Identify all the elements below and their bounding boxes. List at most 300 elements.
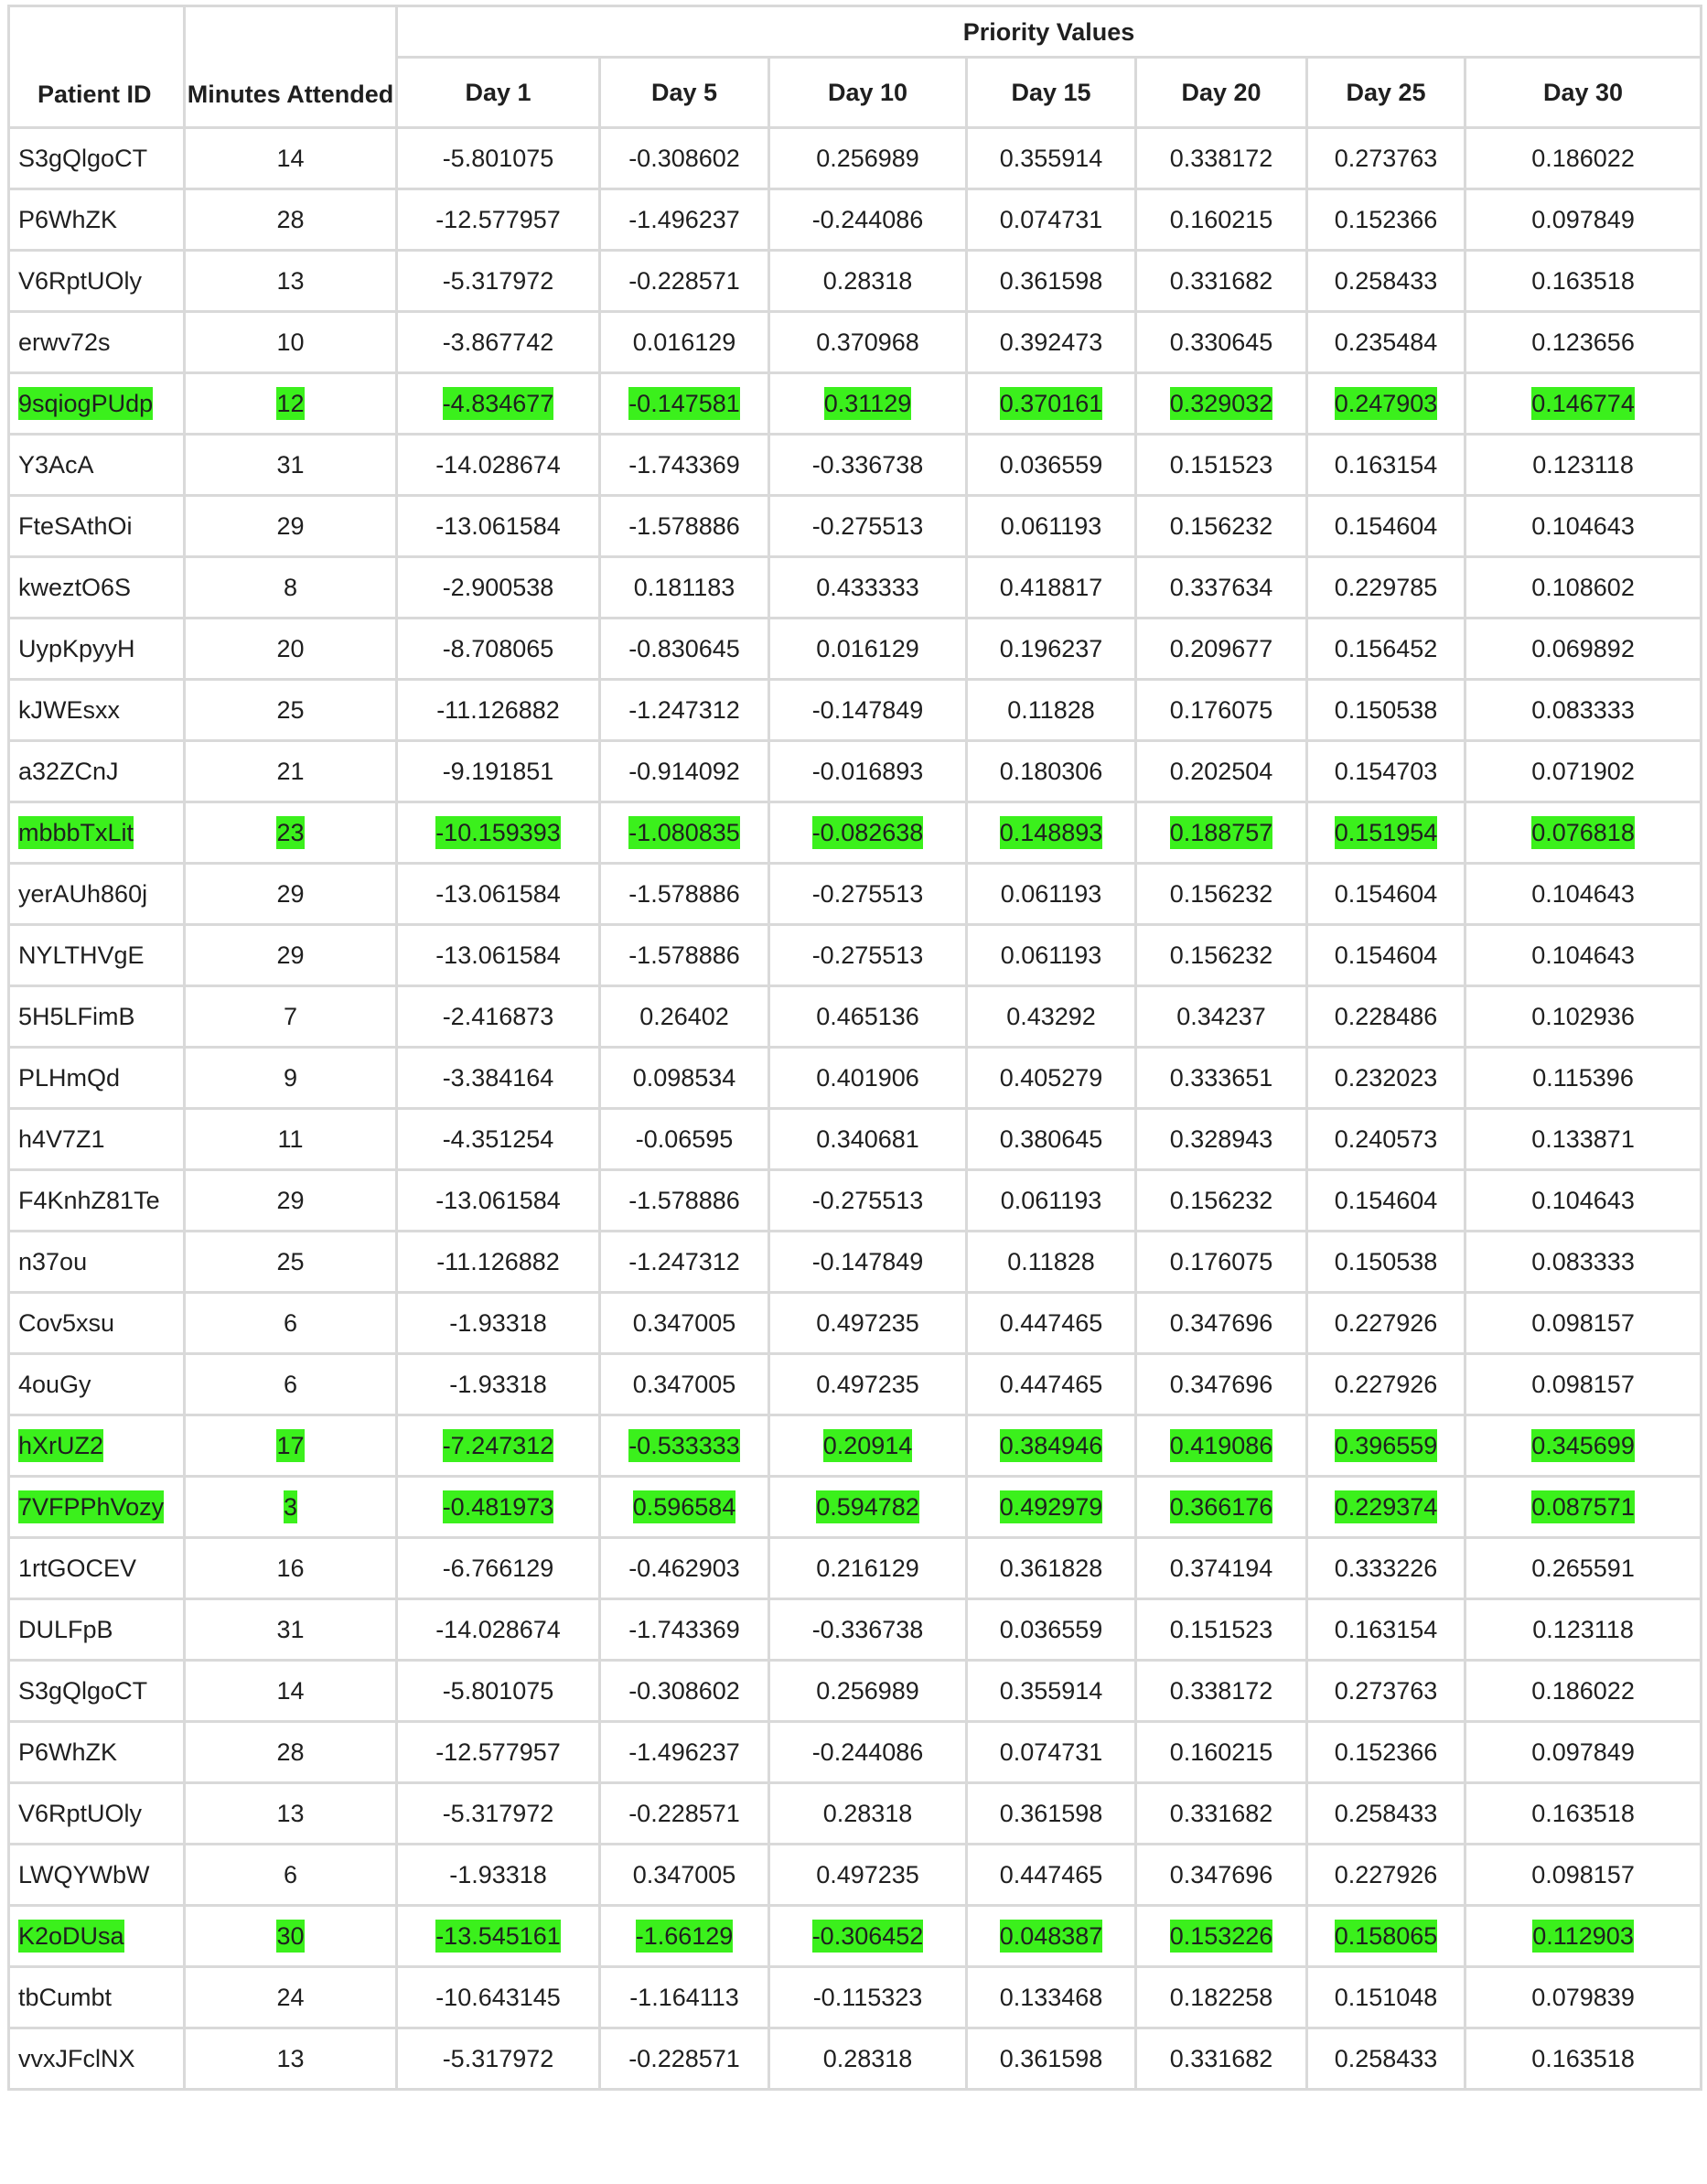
cell-priority-value — [397, 1538, 600, 1599]
cell-priority-value-text: 0.43292 — [1006, 1002, 1096, 1030]
cell-priority-value-text: -14.028674 — [435, 1615, 561, 1643]
cell-priority-value — [1307, 557, 1465, 619]
cell-priority-value-text: 0.123118 — [1532, 1615, 1634, 1643]
cell-priority-value — [769, 312, 967, 373]
cell-priority-value-text: -0.016893 — [811, 757, 924, 785]
cell-minutes — [185, 864, 397, 925]
cell-priority-value — [600, 496, 769, 557]
cell-priority-value — [1465, 1783, 1702, 1845]
cell-patient-id-text: vvxJFclNX — [18, 2044, 135, 2072]
cell-priority-value — [397, 802, 600, 864]
cell-patient-id-text: LWQYWbW — [18, 1860, 150, 1888]
cell-priority-value-text: -0.481973 — [443, 1490, 554, 1523]
cell-priority-value-text: 0.154703 — [1334, 757, 1438, 785]
cell-priority-value — [1136, 1906, 1307, 1967]
cell-priority-value — [769, 1048, 967, 1109]
cell-priority-value-text: -1.496237 — [628, 205, 740, 233]
table-row — [9, 312, 1702, 373]
cell-priority-value-text: 0.098157 — [1531, 1308, 1635, 1337]
header-minutes-attended: Minutes Attended — [185, 6, 397, 128]
header-patient-id: Patient ID — [9, 6, 185, 128]
cell-priority-value-text: -0.308602 — [628, 144, 740, 172]
cell-minutes — [185, 557, 397, 619]
cell-priority-value-text: 0.181183 — [633, 573, 735, 601]
cell-priority-value-text: -1.164113 — [629, 1983, 739, 2011]
cell-priority-value-text: 0.273763 — [1334, 1676, 1438, 1705]
header-day-1: Day 1 — [397, 58, 600, 128]
table-row — [9, 373, 1702, 435]
cell-priority-value-text: 0.115396 — [1532, 1063, 1634, 1092]
cell-priority-value-text: -5.317972 — [442, 1799, 554, 1827]
cell-patient-id-text: DULFpB — [18, 1615, 113, 1643]
cell-priority-value-text: 0.497235 — [816, 1370, 919, 1398]
table-row — [9, 1415, 1702, 1477]
cell-priority-value-text: 0.273763 — [1334, 144, 1438, 172]
cell-minutes-text: 9 — [283, 1063, 298, 1092]
cell-priority-value-text: 0.337634 — [1169, 573, 1273, 601]
cell-priority-value-text: -0.275513 — [811, 511, 924, 540]
cell-patient-id-text: S3gQlgoCT — [18, 1676, 148, 1705]
cell-priority-value — [600, 1906, 769, 1967]
cell-priority-value — [1136, 2028, 1307, 2090]
cell-priority-value-text: 0.176075 — [1169, 1247, 1273, 1275]
cell-priority-value — [600, 1232, 769, 1293]
cell-priority-value — [1307, 312, 1465, 373]
cell-patient-id-text: NYLTHVgE — [18, 941, 145, 969]
cell-priority-value-text: 0.227926 — [1334, 1370, 1438, 1398]
cell-priority-value-text: -0.147849 — [811, 695, 924, 724]
cell-priority-value-text: -0.228571 — [628, 266, 740, 295]
cell-priority-value — [600, 1170, 769, 1232]
cell-priority-value — [769, 741, 967, 802]
cell-minutes-text: 25 — [276, 695, 305, 724]
cell-priority-value-text: 0.061193 — [1000, 941, 1102, 969]
cell-priority-value — [1307, 1906, 1465, 1967]
cell-priority-value — [397, 741, 600, 802]
cell-priority-value — [397, 864, 600, 925]
cell-priority-value — [600, 1783, 769, 1845]
cell-priority-value-text: -0.533333 — [628, 1429, 740, 1462]
cell-priority-value-text: -11.126882 — [436, 1247, 560, 1275]
cell-priority-value-text: 0.098157 — [1531, 1860, 1635, 1888]
cell-minutes — [185, 373, 397, 435]
cell-priority-value — [1307, 680, 1465, 741]
cell-priority-value-text: 0.083333 — [1531, 695, 1635, 724]
cell-priority-value — [1465, 1661, 1702, 1722]
header-day-30: Day 30 — [1465, 58, 1702, 128]
cell-priority-value — [397, 251, 600, 312]
cell-priority-value-text: 0.401906 — [816, 1063, 919, 1092]
cell-priority-value-text: -0.275513 — [811, 1186, 924, 1214]
cell-minutes-text: 13 — [276, 2044, 305, 2072]
cell-priority-value-text: -0.308602 — [628, 1676, 740, 1705]
table-row — [9, 1170, 1702, 1232]
cell-minutes — [185, 435, 397, 496]
cell-priority-value-text: 0.258433 — [1334, 1799, 1438, 1827]
cell-priority-value-text: 0.26402 — [639, 1002, 729, 1030]
table-row — [9, 189, 1702, 251]
cell-minutes-text: 28 — [276, 205, 305, 233]
cell-priority-value-text: -0.914092 — [628, 757, 740, 785]
cell-priority-value-text: 0.069892 — [1531, 634, 1635, 662]
cell-priority-value — [600, 1477, 769, 1538]
cell-priority-value — [397, 1783, 600, 1845]
cell-priority-value-text: -1.578886 — [628, 941, 740, 969]
header-day-25: Day 25 — [1307, 58, 1465, 128]
cell-priority-value-text: 0.355914 — [999, 1676, 1103, 1705]
cell-priority-value — [1465, 435, 1702, 496]
cell-priority-value — [397, 1477, 600, 1538]
cell-priority-value — [600, 1109, 769, 1170]
cell-priority-value — [1307, 1170, 1465, 1232]
cell-priority-value — [1136, 557, 1307, 619]
cell-priority-value — [967, 312, 1136, 373]
cell-patient-id-text: 1rtGOCEV — [18, 1554, 137, 1582]
cell-priority-value-text: -0.147581 — [628, 387, 740, 420]
cell-priority-value — [397, 1048, 600, 1109]
cell-priority-value — [1136, 1109, 1307, 1170]
cell-priority-value-text: 0.497235 — [816, 1308, 919, 1337]
cell-priority-value — [1136, 373, 1307, 435]
cell-priority-value-text: 0.433333 — [816, 573, 919, 601]
cell-patient-id-text: yerAUh860j — [18, 879, 148, 908]
cell-priority-value-text: -0.336738 — [811, 450, 924, 479]
cell-priority-value — [1307, 1415, 1465, 1477]
cell-priority-value — [967, 189, 1136, 251]
cell-patient-id — [9, 1967, 185, 2028]
cell-patient-id — [9, 435, 185, 496]
cell-priority-value — [600, 619, 769, 680]
cell-priority-value-text: -13.061584 — [435, 879, 561, 908]
cell-patient-id — [9, 1906, 185, 1967]
cell-priority-value-text: 0.202504 — [1169, 757, 1273, 785]
cell-priority-value — [967, 1661, 1136, 1722]
cell-priority-value-text: 0.347005 — [632, 1370, 736, 1398]
cell-priority-value — [600, 557, 769, 619]
cell-priority-value — [769, 1783, 967, 1845]
cell-priority-value — [1136, 1170, 1307, 1232]
cell-priority-value-text: -0.275513 — [811, 879, 924, 908]
cell-minutes-text: 12 — [276, 387, 304, 420]
cell-patient-id-text: K2oDUsa — [18, 1920, 124, 1953]
cell-priority-value-text: 0.333651 — [1169, 1063, 1273, 1092]
cell-priority-value-text: 0.154604 — [1334, 879, 1438, 908]
cell-patient-id — [9, 251, 185, 312]
cell-priority-value — [1136, 251, 1307, 312]
cell-priority-value — [1307, 1783, 1465, 1845]
cell-minutes — [185, 1048, 397, 1109]
cell-patient-id — [9, 1354, 185, 1415]
cell-priority-value — [1465, 496, 1702, 557]
cell-priority-value-text: 0.355914 — [999, 144, 1103, 172]
cell-priority-value — [1465, 864, 1702, 925]
cell-priority-value-text: 0.151954 — [1335, 816, 1438, 849]
cell-minutes-text: 6 — [283, 1308, 298, 1337]
header-day-20: Day 20 — [1136, 58, 1307, 128]
cell-priority-value-text: 0.447465 — [999, 1860, 1103, 1888]
cell-priority-value-text: 0.061193 — [1000, 879, 1102, 908]
cell-priority-value-text: 0.361828 — [999, 1554, 1103, 1582]
cell-minutes — [185, 312, 397, 373]
cell-priority-value — [967, 373, 1136, 435]
cell-priority-value-text: 0.016129 — [816, 634, 919, 662]
cell-priority-value-text: -5.801075 — [442, 1676, 554, 1705]
cell-priority-value-text: 0.048387 — [1000, 1920, 1103, 1953]
cell-priority-value-text: 0.405279 — [999, 1063, 1103, 1092]
cell-patient-id — [9, 680, 185, 741]
cell-patient-id — [9, 1538, 185, 1599]
cell-priority-value-text: 0.11828 — [1007, 1247, 1095, 1275]
cell-priority-value-text: 0.196237 — [999, 634, 1103, 662]
cell-priority-value-text: 0.098534 — [632, 1063, 736, 1092]
cell-priority-value — [1136, 1783, 1307, 1845]
cell-priority-value-text: 0.152366 — [1334, 1738, 1438, 1766]
cell-priority-value-text: 0.31129 — [824, 387, 912, 420]
cell-priority-value — [1307, 1722, 1465, 1783]
cell-minutes — [185, 496, 397, 557]
cell-priority-value — [967, 1906, 1136, 1967]
table-row — [9, 1477, 1702, 1538]
cell-priority-value — [1307, 1845, 1465, 1906]
cell-patient-id-text: V6RptUOly — [18, 1799, 143, 1827]
cell-priority-value — [1307, 925, 1465, 986]
cell-patient-id — [9, 128, 185, 189]
cell-minutes-text: 29 — [276, 511, 305, 540]
cell-priority-value — [1307, 1048, 1465, 1109]
cell-minutes-text: 21 — [276, 757, 305, 785]
cell-priority-value — [1136, 1661, 1307, 1722]
cell-priority-value — [967, 557, 1136, 619]
cell-priority-value-text: -1.93318 — [449, 1370, 547, 1398]
cell-priority-value-text: 0.156232 — [1169, 511, 1273, 540]
cell-minutes — [185, 1599, 397, 1661]
cell-priority-value-text: 0.465136 — [816, 1002, 919, 1030]
cell-priority-value-text: -1.578886 — [628, 511, 740, 540]
cell-priority-value-text: 0.338172 — [1169, 144, 1273, 172]
cell-priority-value — [1307, 986, 1465, 1048]
cell-priority-value-text: 0.016129 — [632, 328, 736, 356]
cell-priority-value-text: 0.329032 — [1170, 387, 1273, 420]
cell-priority-value-text: 0.34237 — [1176, 1002, 1266, 1030]
cell-priority-value-text: 0.418817 — [999, 573, 1103, 601]
cell-priority-value-text: -0.830645 — [628, 634, 740, 662]
cell-priority-value-text: 0.258433 — [1334, 266, 1438, 295]
cell-priority-value-text: -13.545161 — [435, 1920, 561, 1953]
cell-priority-value-text: 0.216129 — [816, 1554, 919, 1582]
cell-priority-value-text: 0.331682 — [1169, 2044, 1273, 2072]
cell-minutes — [185, 1354, 397, 1415]
table-row — [9, 1293, 1702, 1354]
cell-priority-value — [397, 1232, 600, 1293]
cell-priority-value — [1136, 802, 1307, 864]
cell-priority-value — [769, 251, 967, 312]
cell-patient-id-text: hXrUZ2 — [18, 1429, 103, 1462]
cell-priority-value-text: 0.151048 — [1334, 1983, 1438, 2011]
cell-priority-value — [1136, 312, 1307, 373]
cell-minutes — [185, 1845, 397, 1906]
cell-priority-value — [1465, 619, 1702, 680]
cell-priority-value — [967, 802, 1136, 864]
cell-patient-id — [9, 496, 185, 557]
table-row — [9, 864, 1702, 925]
cell-minutes — [185, 1538, 397, 1599]
cell-priority-value-text: -12.577957 — [435, 1738, 561, 1766]
cell-priority-value — [1307, 128, 1465, 189]
cell-priority-value — [1136, 1232, 1307, 1293]
cell-priority-value-text: 0.328943 — [1169, 1124, 1273, 1153]
cell-priority-value — [967, 925, 1136, 986]
cell-minutes-text: 29 — [276, 941, 305, 969]
cell-minutes-text: 11 — [277, 1124, 304, 1153]
cell-patient-id — [9, 557, 185, 619]
cell-priority-value-text: 0.240573 — [1334, 1124, 1438, 1153]
cell-priority-value — [1465, 1109, 1702, 1170]
cell-priority-value — [769, 1599, 967, 1661]
cell-priority-value-text: -1.247312 — [628, 1247, 740, 1275]
cell-priority-value — [769, 1293, 967, 1354]
cell-priority-value — [967, 496, 1136, 557]
cell-priority-value-text: 0.11828 — [1007, 695, 1095, 724]
cell-priority-value-text: 0.150538 — [1334, 695, 1438, 724]
cell-priority-value — [967, 1783, 1136, 1845]
cell-priority-value — [967, 1967, 1136, 2028]
cell-minutes-text: 14 — [276, 144, 305, 172]
cell-priority-value — [967, 1170, 1136, 1232]
cell-priority-value-text: -0.228571 — [628, 2044, 740, 2072]
cell-priority-value — [769, 986, 967, 1048]
cell-priority-value-text: 0.158065 — [1335, 1920, 1438, 1953]
cell-priority-value — [1136, 1477, 1307, 1538]
cell-patient-id — [9, 2028, 185, 2090]
cell-priority-value-text: 0.087571 — [1531, 1490, 1635, 1523]
cell-priority-value — [397, 496, 600, 557]
cell-minutes — [185, 1293, 397, 1354]
cell-priority-value — [600, 1967, 769, 2028]
cell-priority-value-text: -1.247312 — [628, 695, 740, 724]
cell-priority-value — [1465, 1232, 1702, 1293]
cell-minutes — [185, 802, 397, 864]
cell-priority-value-text: 0.061193 — [1000, 1186, 1102, 1214]
cell-patient-id-text: kweztO6S — [18, 573, 132, 601]
cell-priority-value-text: -5.317972 — [442, 266, 554, 295]
cell-priority-value-text: 0.180306 — [999, 757, 1103, 785]
cell-priority-value — [967, 1538, 1136, 1599]
cell-priority-value — [967, 435, 1136, 496]
cell-priority-value — [397, 1599, 600, 1661]
cell-priority-value-text: 0.338172 — [1169, 1676, 1273, 1705]
cell-priority-value-text: 0.148893 — [1000, 816, 1103, 849]
cell-priority-value — [769, 557, 967, 619]
cell-minutes-text: 7 — [283, 1002, 298, 1030]
cell-priority-value — [967, 1722, 1136, 1783]
table-row — [9, 1967, 1702, 2028]
cell-priority-value-text: -0.336738 — [811, 1615, 924, 1643]
cell-minutes — [185, 1477, 397, 1538]
cell-minutes — [185, 1232, 397, 1293]
cell-minutes — [185, 1722, 397, 1783]
priority-table-container — [7, 5, 1702, 2091]
cell-priority-value-text: 0.256989 — [816, 144, 919, 172]
cell-priority-value-text: 0.104643 — [1531, 1186, 1635, 1214]
cell-priority-value-text: 0.097849 — [1531, 205, 1635, 233]
table-body — [9, 128, 1702, 2090]
cell-patient-id — [9, 189, 185, 251]
cell-priority-value-text: 0.133871 — [1531, 1124, 1635, 1153]
cell-minutes — [185, 1415, 397, 1477]
cell-priority-value-text: 0.258433 — [1334, 2044, 1438, 2072]
cell-minutes-text: 10 — [276, 328, 305, 356]
header-day-5: Day 5 — [600, 58, 769, 128]
cell-priority-value-text: 0.396559 — [1335, 1429, 1438, 1462]
cell-patient-id-text: tbCumbt — [18, 1983, 113, 2011]
cell-patient-id — [9, 864, 185, 925]
cell-priority-value-text: 0.163518 — [1531, 1799, 1635, 1827]
cell-minutes — [185, 741, 397, 802]
cell-priority-value — [967, 2028, 1136, 2090]
cell-priority-value — [769, 802, 967, 864]
cell-priority-value-text: 0.228486 — [1334, 1002, 1438, 1030]
cell-priority-value — [1465, 802, 1702, 864]
cell-priority-value — [967, 1048, 1136, 1109]
cell-priority-value-text: 0.163154 — [1334, 450, 1438, 479]
cell-minutes-text: 8 — [283, 573, 298, 601]
cell-patient-id-text: n37ou — [18, 1247, 88, 1275]
cell-priority-value-text: 0.229785 — [1334, 573, 1438, 601]
cell-priority-value-text: 0.347005 — [632, 1860, 736, 1888]
cell-priority-value — [1307, 1232, 1465, 1293]
cell-minutes — [185, 2028, 397, 2090]
cell-priority-value-text: 0.154604 — [1334, 941, 1438, 969]
cell-priority-value-text: 0.156232 — [1169, 879, 1273, 908]
cell-priority-value — [1465, 1845, 1702, 1906]
cell-priority-value — [397, 557, 600, 619]
cell-priority-value-text: 0.380645 — [999, 1124, 1103, 1153]
table-row — [9, 496, 1702, 557]
cell-priority-value — [967, 1845, 1136, 1906]
cell-priority-value-text: 0.209677 — [1169, 634, 1273, 662]
cell-priority-value — [967, 741, 1136, 802]
cell-priority-value — [1136, 1538, 1307, 1599]
cell-priority-value-text: 0.112903 — [1532, 1920, 1634, 1953]
cell-priority-value-text: 0.232023 — [1334, 1063, 1438, 1092]
cell-priority-value-text: 0.347696 — [1169, 1860, 1273, 1888]
cell-priority-value-text: 0.392473 — [999, 328, 1103, 356]
cell-priority-value — [769, 1170, 967, 1232]
cell-priority-value — [600, 1293, 769, 1354]
cell-priority-value — [1136, 128, 1307, 189]
cell-priority-value — [967, 680, 1136, 741]
cell-priority-value — [397, 1293, 600, 1354]
cell-priority-value-text: 0.182258 — [1169, 1983, 1273, 2011]
cell-priority-value-text: -14.028674 — [435, 450, 561, 479]
cell-priority-value-text: 0.229374 — [1335, 1490, 1438, 1523]
cell-patient-id — [9, 1661, 185, 1722]
cell-priority-value — [397, 1661, 600, 1722]
cell-priority-value — [769, 1109, 967, 1170]
cell-minutes-text: 31 — [276, 1615, 305, 1643]
cell-priority-value — [600, 741, 769, 802]
table-row — [9, 557, 1702, 619]
cell-priority-value — [600, 864, 769, 925]
cell-priority-value-text: 0.492979 — [1000, 1490, 1103, 1523]
cell-priority-value — [1136, 189, 1307, 251]
table-row — [9, 1232, 1702, 1293]
cell-priority-value-text: 0.447465 — [999, 1308, 1103, 1337]
cell-priority-value-text: 0.104643 — [1531, 879, 1635, 908]
cell-priority-value — [600, 1538, 769, 1599]
cell-priority-value-text: -0.244086 — [811, 1738, 924, 1766]
cell-patient-id-text: FteSAthOi — [18, 511, 133, 540]
